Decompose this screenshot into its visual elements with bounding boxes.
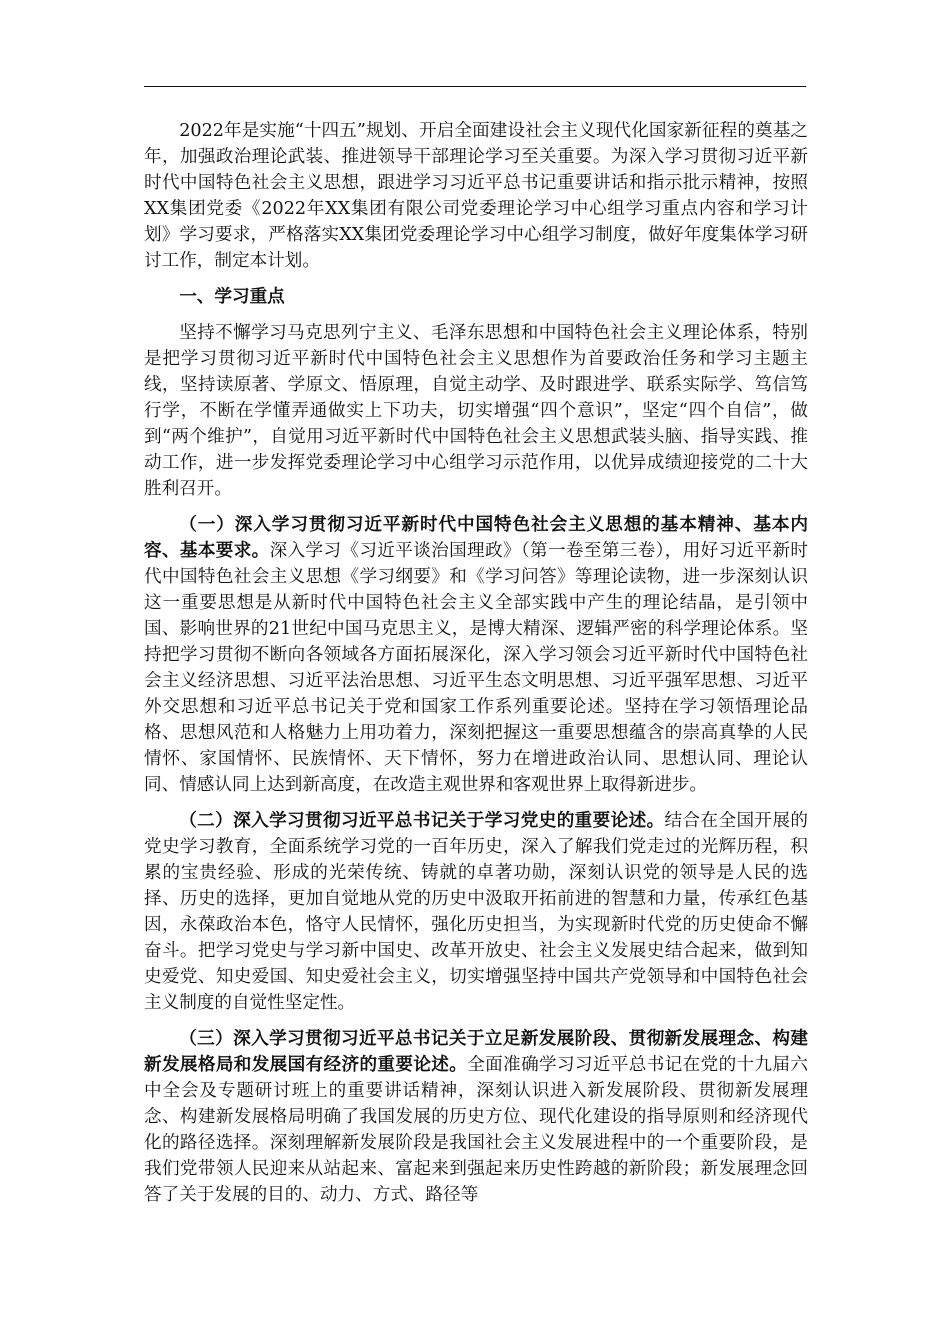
intro-paragraph: 2022年是实施“十四五”规划、开启全面建设社会主义现代化国家新征程的奠基之年，加强政治理论武装、推进领导干部理论学习至关重要。为深入学习贯彻习近平新时代中国特色社会主义思想，跟进学习习近平总书记重要讲话和指示批示精神，按照XX集团党委《2022年XX集团有限公司党委理论学习中心组学习重点内容和学习计划》学习要求，严格落实XX集团党委理论学习中心组学习制度，做好年度集体学习研讨工作，制定本计划。 (144, 121, 808, 271)
item3-paragraph (144, 1026, 808, 1208)
item2-body: 结合在全国开展的党史学习教育，全面系统学习党的一百年历史，深入了解我们党走过的光辉历程，积累的宝贵经验、形成的光荣传统、铸就的卓著功勋，深刻认识党的领导是人民的选择、历史的选择，更加自觉地从党的历史中汲取开拓前进的智慧和力量，传承红色基因，永葆政治本色，恪守人民情怀，强化历史担当，为实现新时代党的历史使命不懈奋斗。把学习党史与学习新中国史、改革开放史、社会主义发展史结合起来，做到知史爱党、知史爱国、知史爱社会主义，切实增强坚持中国共产党领导和中国特色社会主义制度的自觉性坚定性。 (144, 811, 808, 1013)
header-rule (144, 86, 806, 87)
item3-body: 全面准确学习习近平总书记在党的十九届六中全会及专题研讨班上的重要讲话精神，深刻认识进入新发展阶段、贯彻新发展理念、构建新发展格局明确了我国发展的历史方位、现代化建设的指导原则和经济现代化的路径选择。深刻理解新发展阶段是我国社会主义发展进程中的一个重要阶段，是我们党带领人民迎来从站起来、富起来到强起来历史性跨越的新阶段；新发展理念回答了关于发展的目的、动力、方式、路径等 (144, 1055, 808, 1205)
item1-lead: （一）深入学习贯彻习近平新时代中国特色社会主义思想的基本精神、基本内容、基本要求。 (144, 514, 808, 561)
section1-paragraph: 坚持不懈学习马克思列宁主义、毛泽东思想和中国特色社会主义理论体系，特别是把学习贯彻习近平新时代中国特色社会主义思想作为首要政治任务和学习主题主线，坚持读原著、学原文、悟原理，自觉主动学、及时跟进学、联系实际学、笃信笃行学，不断在学懂弄通做实上下功夫，切实增强“四个意识”，坚定“四个自信”，做到“两个维护”，自觉用习近平新时代中国特色社会主义思想武装头脑、指导实践、推动工作，进一步发挥党委理论学习中心组学习示范作用，以优异成绩迎接党的二十大胜利召开。 (144, 323, 808, 499)
item2-paragraph (144, 808, 808, 1016)
item2-lead: （二）深入学习贯彻习近平总书记关于学习党史的重要论述。 (179, 810, 665, 831)
item1-body: 深入学习《习近平谈治国理政》（第一卷至第三卷），用好习近平新时代中国特色社会主义思想《学习纲要》和《学习问答》等理论读物，进一步深刻认识这一重要思想是从新时代中国特色社会主义全部实践中产生的理论结晶，是引领中国、影响世界的21世纪中国马克思主义，是博大精深、逻辑严密的科学理论体系。坚持把学习贯彻不断向各领域各方面拓展深化，深入学习领会习近平新时代中国特色社会主义经济思想、习近平法治思想、习近平生态文明思想、习近平强军思想、习近平外交思想和习近平总书记关于党和国家工作系列重要论述。坚持在学习领悟理论品格、思想风范和人格魅力上用功着力，深刻把握这一重要思想蕴含的崇高真挚的人民情怀、家国情怀、民族情怀、天下情怀，努力在增进政治认同、思想认同、理论认同、情感认同上达到新高度，在改造主观世界和客观世界上取得新进步。 (144, 541, 808, 795)
section-heading-study-focus: 一、学习重点 (179, 286, 285, 307)
document-body (144, 118, 808, 1208)
item1-paragraph (144, 512, 808, 798)
item3-lead: （三）深入学习贯彻习近平总书记关于立足新发展阶段、贯彻新发展理念、构建新发展格局和发展国有经济的重要论述。 (144, 1028, 808, 1075)
